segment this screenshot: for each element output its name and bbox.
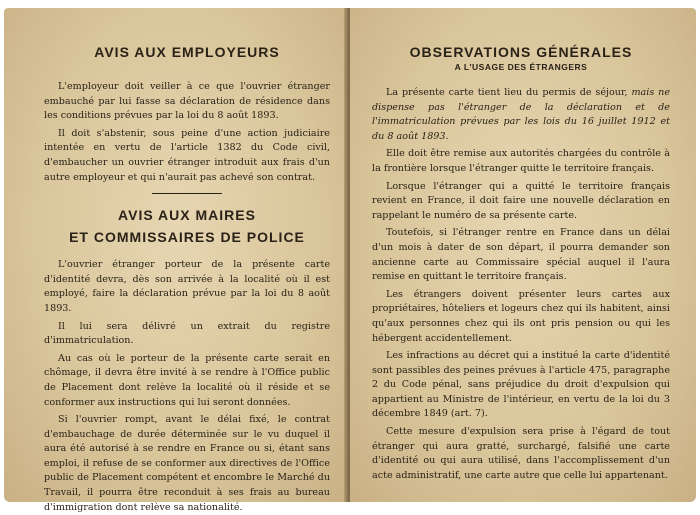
observations-paragraph-1 [372,86,670,144]
mayors-notice-title-line1: AVIS AUX MAIRES [118,207,256,224]
mayors-paragraph-1: L'ouvrier étranger porteur de la présente carte d'identité devra, dès son arrivée à la localité où il est employé, faire la déclaration prévue par la loi du 8 août 1893. [44,259,330,314]
right-page [350,8,696,502]
mayors-notice-heading [44,204,330,248]
observations-paragraph-1-text: La présente carte tient lieu du permis de séjour, [386,87,632,98]
observations-paragraph-2: Elle doit être remise aux autorités chargées du contrôle à la frontière lorsque l'étranger quitte le territoire français. [372,148,670,174]
mayors-paragraph-4: Si l'ouvrier rompt, avant le délai fixé, le contrat d'embauchage de durée déterminée sur le vu duquel il aura été autorisé à se rendre en France ou si, étant sans emploi, il refuse de se conformer aux directives de l'Office public de Placement compétent et encombre le Marché du Travail, il pourra être reconduit à ses frais au bureau d'immigration dont relève sa nationalité. [44,414,330,513]
observations-paragraph-5: Les étrangers doivent présenter leurs cartes aux propriétaires, hôteliers et logeurs chez qui ils habitent, ainsi qu'aux personnes chez qui ils ont pris pension ou qui les hébergent accidentellement. [372,288,670,344]
employers-paragraph-2: Il doit s'abstenir, sous peine d'une action judiciaire intentée en vertu de l'article 1382 du Code civil, d'embaucher un ouvrier étranger introduit aux frais d'un autre employeur et qui n'aurait pas achevé son contrat. [44,127,330,183]
left-page [4,8,348,513]
employers-paragraph-1: L'employeur doit veiller à ce que l'ouvrier étranger embauché par lui fasse sa déclaration de résidence dans les conditions prévues par la loi du 8 août 1893. [44,81,330,122]
section-divider [152,193,222,194]
observations-paragraph-7: Cette mesure d'expulsion sera prise à l'égard de tout étranger qui aura gratté, surchargé, falsifié une carte d'identité ou qui aura utilisé, dans l'accomplissement d'un acte administratif, une carte autre que celle lui appartenant. [372,426,670,481]
observations-paragraph-6: Les infractions au décret qui a institué la carte d'identité sont passibles des peines prévues à l'article 475, paragraphe 2 du Code pénal, sans préjudice du droit d'expulsion qui appartient au Ministre de l'intérieur, en vertu de la loi du 3 décembre 1849 (art. 7). [372,350,670,420]
employers-notice-title: AVIS AUX EMPLOYEURS [94,44,280,60]
observations-paragraph-4: Toutefois, si l'étranger rentre en France dans un délai d'un mois à dater de son départ, il pourra demander son ancienne carte au Commissaire spécial auquel il l'aura remise en quittant le territoire français. [372,227,670,283]
observations-paragraph-3: Lorsque l'étranger qui a quitté le territoire français revient en France, il doit faire une nouvelle déclaration en rappelant le numéro de sa présente carte. [372,180,670,221]
mayors-paragraph-3: Au cas où le porteur de la présente carte serait en chômage, il devra être invité à se rendre à l'Office public de Placement dont relève la localité où il réside et se conformer aux instructions qui lui seront données. [44,352,330,408]
mayors-paragraph-2: Il lui sera délivré un extrait du registre d'immatriculation. [44,320,330,347]
observations-subtitle: A L'USAGE DES ÉTRANGERS [454,62,588,72]
mayors-notice-title-line2: ET COMMISSAIRES DE POLICE [69,229,305,246]
observations-paragraph-1-italic: mais ne dispense pas l'étranger de la déclaration et de l'immatriculation prévues par les lois du 16 juillet 1912 et du 8 août 1893. [372,87,670,142]
observations-title: OBSERVATIONS GÉNÉRALES [409,44,633,60]
